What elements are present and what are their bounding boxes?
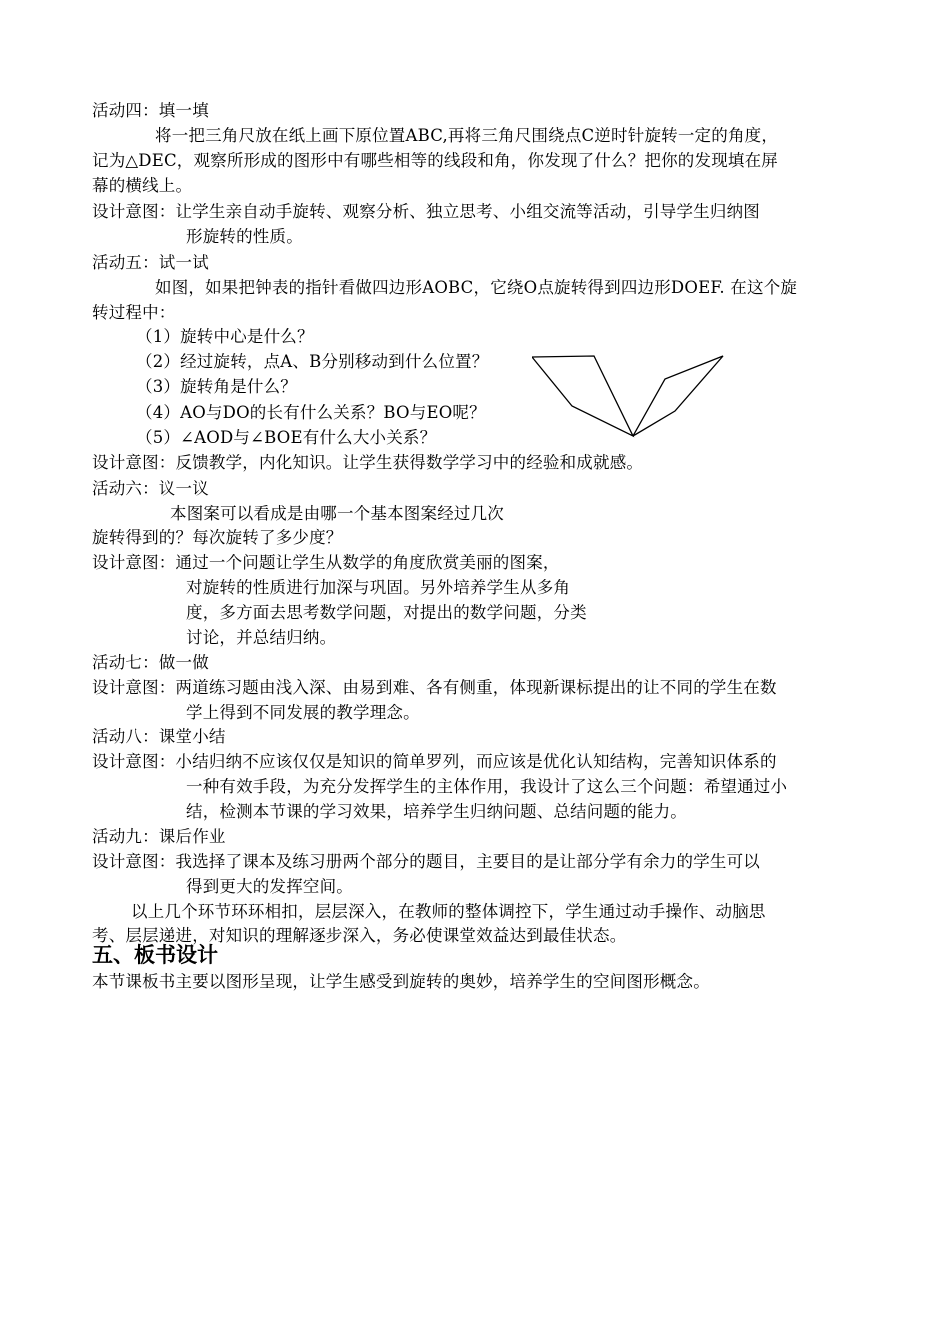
activity7-design-2: 学上得到不同发展的教学理念。	[186, 703, 420, 722]
summary-line-2: 考、层层递进，对知识的理解逐步深入，务必使课堂效益达到最佳状态。	[92, 926, 627, 945]
activity6-design-4: 讨论，并总结归纳。	[186, 628, 337, 647]
activity5-line-1: 如图，如果把钟表的指针看做四边形AOBC，它绕O点旋转得到四边形DOEF. 在这个旋	[155, 278, 798, 297]
activity5-question-3: （3）旋转角是什么？	[136, 377, 297, 396]
activity6-line-1: 本图案可以看成是由哪一个基本图案经过几次	[170, 504, 504, 523]
activity5-design-1: 设计意图：反馈教学，内化知识。让学生获得数学学习中的经验和成就感。	[92, 453, 644, 472]
activity9-design-2: 得到更大的发挥空间。	[186, 877, 353, 896]
quadrilateral-aobc	[532, 356, 633, 436]
quadrilateral-doef	[633, 356, 723, 436]
section5-heading: 五、板书设计	[92, 943, 218, 967]
activity6-design-3: 度，多方面去思考数学问题，对提出的数学问题，分类	[186, 603, 587, 622]
section5-body: 本节课板书主要以图形呈现，让学生感受到旋转的奥妙，培养学生的空间图形概念。	[92, 972, 710, 991]
activity4-line-2: 记为△DEC，观察所形成的图形中有哪些相等的线段和角，你发现了什么？把你的发现填在屏	[92, 151, 778, 170]
activity5-question-1: （1）旋转中心是什么？	[136, 327, 314, 346]
activity5-line-2: 转过程中：	[92, 303, 176, 322]
rotation-figure	[532, 350, 732, 442]
activity4-design-1: 设计意图：让学生亲自动手旋转、观察分析、独立思考、小组交流等活动，引导学生归纳图	[92, 202, 760, 221]
activity8-design-3: 结，检测本节课的学习效果，培养学生归纳问题、总结问题的能力。	[186, 802, 687, 821]
activity4-title: 活动四：填一填	[92, 101, 209, 120]
activity7-design-1: 设计意图：两道练习题由浅入深、由易到难、各有侧重，体现新课标提出的让不同的学生在数	[92, 678, 777, 697]
activity8-title: 活动八：课堂小结	[92, 727, 226, 746]
activity5-question-5: （5）∠AOD与∠BOE有什么大小关系？	[136, 428, 437, 447]
activity6-design-2: 对旋转的性质进行加深与巩固。另外培养学生从多角	[186, 578, 571, 597]
activity9-design-1: 设计意图：我选择了课本及练习册两个部分的题目，主要目的是让部分学有余力的学生可以	[92, 852, 760, 871]
activity8-design-2: 一种有效手段，为充分发挥学生的主体作用，我设计了这么三个问题：希望通过小	[186, 777, 788, 796]
activity6-design-1: 设计意图：通过一个问题让学生从数学的角度欣赏美丽的图案，	[92, 553, 560, 572]
activity5-question-4: （4）AO与DO的长有什么关系？BO与EO呢？	[136, 403, 486, 422]
activity4-line-1: 将一把三角尺放在纸上画下原位置ABC,再将三角尺围绕点C逆时针旋转一定的角度，	[155, 126, 779, 145]
activity7-title: 活动七：做一做	[92, 653, 209, 672]
activity9-title: 活动九：课后作业	[92, 827, 226, 846]
activity4-line-3: 幕的横线上。	[92, 176, 193, 195]
activity4-design-2: 形旋转的性质。	[186, 227, 303, 246]
summary-line-1: 以上几个环节环环相扣，层层深入，在教师的整体调控下，学生通过动手操作、动脑思	[131, 902, 766, 921]
activity6-line-2: 旋转得到的？每次旋转了多少度？	[92, 528, 343, 547]
activity8-design-1: 设计意图：小结归纳不应该仅仅是知识的简单罗列，而应该是优化认知结构，完善知识体系的	[92, 752, 777, 771]
activity6-title: 活动六：议一议	[92, 479, 209, 498]
activity5-question-2: （2）经过旋转，点A、B分别移动到什么位置？	[136, 352, 489, 371]
activity5-title: 活动五：试一试	[92, 253, 209, 272]
